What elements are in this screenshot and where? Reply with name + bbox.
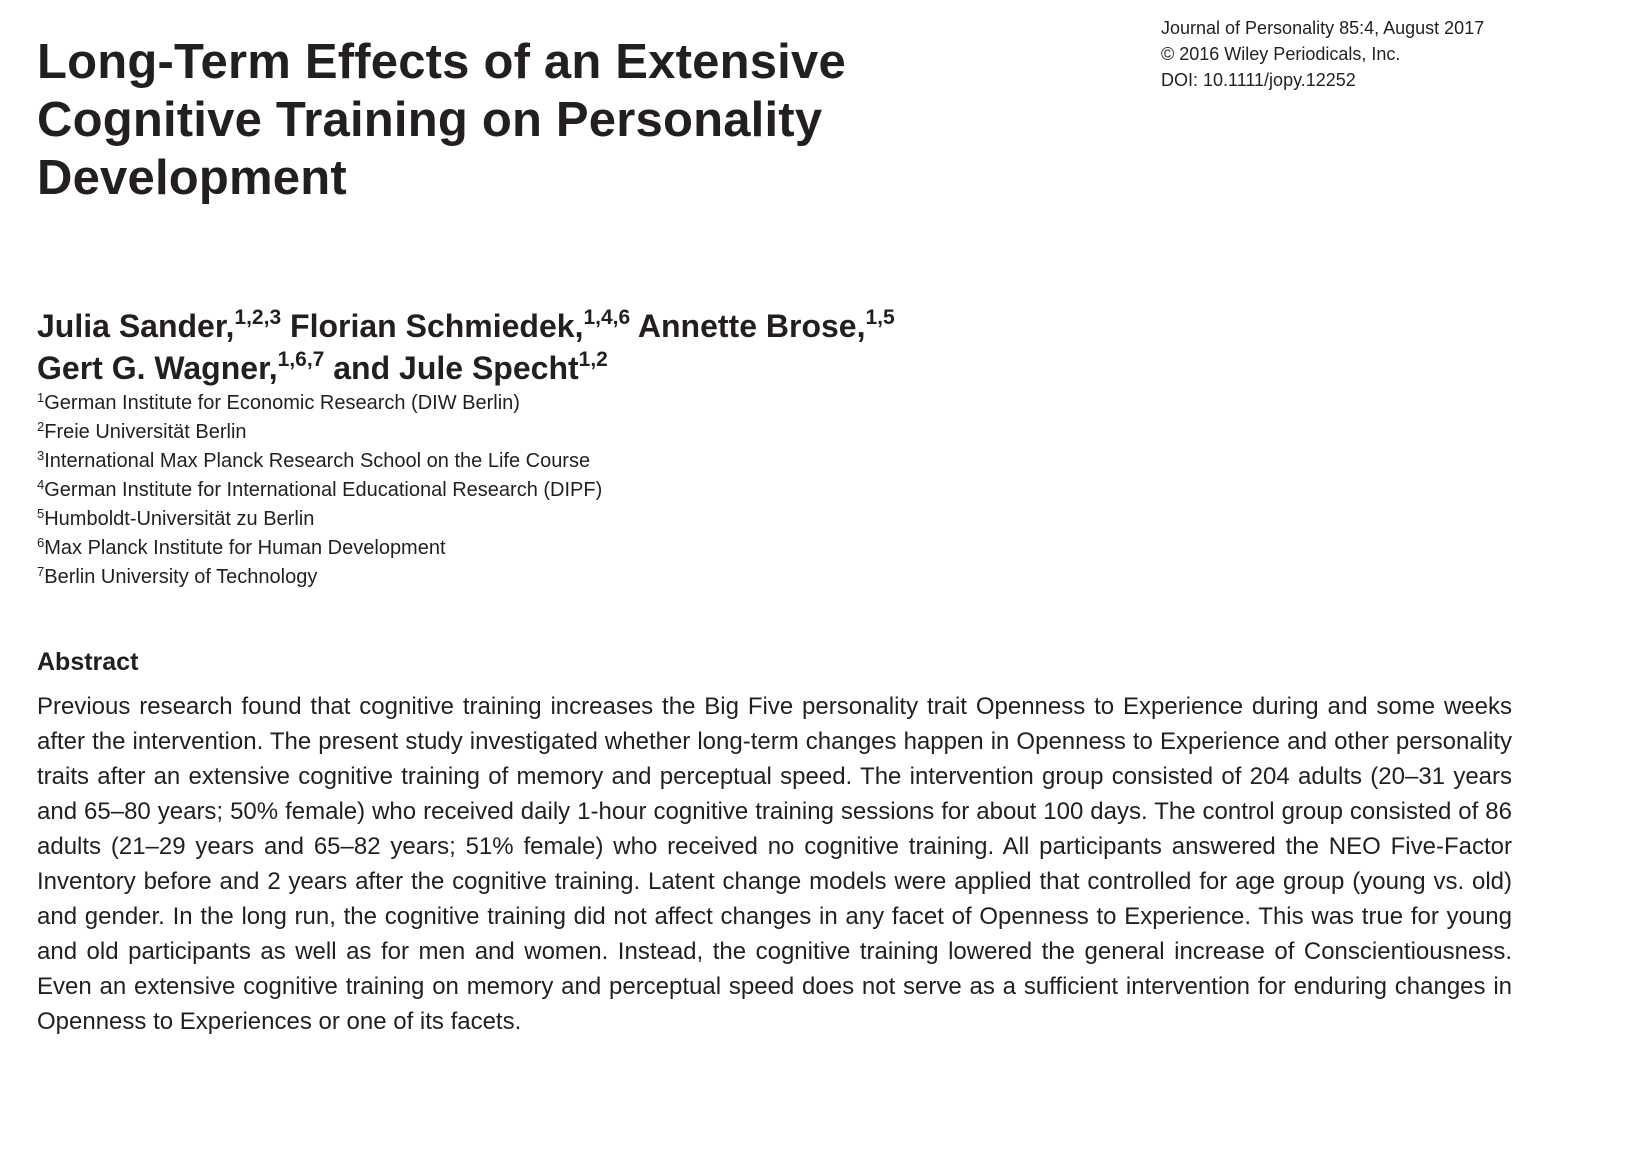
author-name: and Jule Specht	[333, 350, 579, 386]
journal-info	[1161, 15, 1484, 93]
journal-citation: Journal of Personality 85:4, August 2017	[1161, 18, 1485, 38]
affiliation-number: 6	[37, 535, 45, 550]
affiliation-text: Humboldt-Universität zu Berlin	[44, 508, 315, 530]
paper-title: Long-Term Effects of an Extensive Cognitive Training on Personality Development	[37, 35, 846, 205]
author-name: Annette Brose,	[637, 308, 866, 344]
affiliation-number: 5	[37, 506, 45, 521]
affiliation-number: 7	[37, 564, 45, 579]
affiliation-item	[37, 418, 602, 447]
affiliation-item	[37, 389, 602, 418]
affiliation-number: 2	[37, 419, 45, 434]
affiliation-text: Freie Universität Berlin	[44, 421, 247, 443]
abstract-body: Previous research found that cognitive training increases the Big Five personality trait Openness to Experience during and some weeks after the intervention. The present study investigated whether long-term changes happen in Openness to Experience and other personality traits after an extensive cognitive training of memory and perceptual speed. The intervention group consisted of 204 adults (20–31 years and 65–80 years; 50% female) who received daily 1-hour cognitive training sessions for about 100 days. The control group consisted of 86 adults (21–29 years and 65–82 years; 51% female) who received no cognitive training. All participants answered the NEO Five-Factor Inventory before and 2 years after the cognitive training. Latent change models were applied that controlled for age group (young vs. old) and gender. In the long run, the cognitive training did not affect changes in any facet of Openness to Experience. This was true for young and old participants as well as for men and women. Instead, the cognitive training lowered the general increase of Conscientiousness. Even an extensive cognitive training on memory and perceptual speed does not serve as a sufficient intervention for enduring changes in Openness to Experiences or one of its facets.	[37, 693, 1512, 1035]
doi-line: DOI: 10.1111/jopy.12252	[1161, 70, 1356, 90]
affiliation-text: Berlin University of Technology	[44, 566, 318, 588]
author-affiliation-marker: 1,2,3	[234, 306, 282, 329]
affiliation-text: International Max Planck Research School on the Life Course	[44, 450, 591, 472]
abstract-heading: Abstract	[37, 648, 139, 676]
author-affiliation-marker: 1,5	[865, 306, 895, 329]
affiliation-text: German Institute for Economic Research (DIW Berlin)	[44, 392, 520, 414]
affiliation-number: 4	[37, 477, 45, 492]
affiliation-item	[37, 534, 602, 563]
author-list	[37, 305, 1137, 389]
author-name: Florian Schmiedek,	[290, 308, 584, 344]
author-affiliation-marker: 1,4,6	[583, 306, 631, 329]
affiliation-text: Max Planck Institute for Human Development	[44, 537, 446, 559]
affiliation-list	[37, 389, 602, 592]
affiliation-item	[37, 563, 602, 592]
affiliation-item	[37, 505, 602, 534]
affiliation-number: 1	[37, 390, 45, 405]
affiliation-text: German Institute for International Educational Research (DIPF)	[44, 479, 603, 501]
author-name: Julia Sander,	[37, 308, 235, 344]
affiliation-item	[37, 447, 602, 476]
author-affiliation-marker: 1,2	[578, 348, 608, 371]
affiliation-item	[37, 476, 602, 505]
author-affiliation-marker: 1,6,7	[277, 348, 325, 371]
author-name: Gert G. Wagner,	[37, 350, 278, 386]
affiliation-number: 3	[37, 448, 45, 463]
copyright-line: © 2016 Wiley Periodicals, Inc.	[1161, 44, 1401, 64]
